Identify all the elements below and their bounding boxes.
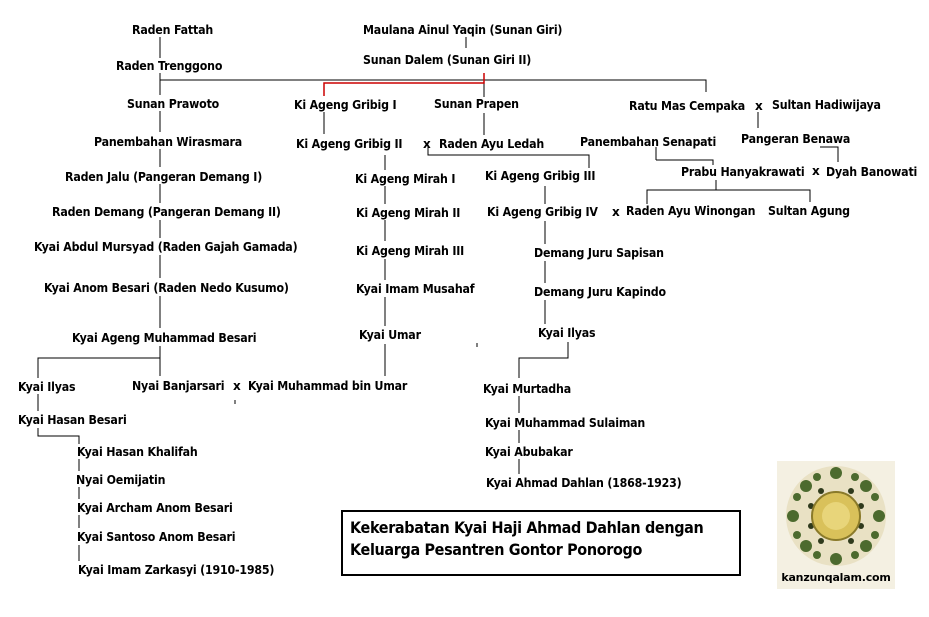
node-raden-ayu-ledah: Raden Ayu Ledah xyxy=(439,137,545,151)
node-kyai-abubakar: Kyai Abubakar xyxy=(485,445,573,459)
logo-text: kanzunqalam.com xyxy=(781,571,891,584)
node-maulana-ainul-yaqin: Maulana Ainul Yaqin (Sunan Giri) xyxy=(363,23,563,37)
caption-box xyxy=(341,510,741,576)
node-nyai-oemijatin: Nyai Oemijatin xyxy=(76,473,166,487)
node-panembahan-wirasmara: Panembahan Wirasmara xyxy=(94,135,243,149)
node-sunan-prapen: Sunan Prapen xyxy=(434,97,519,111)
node-raden-jalu: Raden Jalu (Pangeran Demang I) xyxy=(65,170,263,184)
node-demang-juru-kapindo: Demang Juru Kapindo xyxy=(534,285,666,299)
node-kyai-archam-anom-besari: Kyai Archam Anom Besari xyxy=(77,501,233,515)
node-kyai-umar: Kyai Umar xyxy=(359,328,421,342)
node-kyai-anom-besari: Kyai Anom Besari (Raden Nedo Kusumo) xyxy=(44,281,289,295)
node-kyai-murtadha: Kyai Murtadha xyxy=(483,382,571,396)
node-sultan-agung: Sultan Agung xyxy=(768,204,850,218)
node-raden-trenggono: Raden Trenggono xyxy=(116,59,223,73)
node-ki-ageng-mirah-2: Ki Ageng Mirah II xyxy=(356,206,461,220)
node-kyai-ilyas-right: Kyai Ilyas xyxy=(538,326,596,340)
node-sunan-dalem: Sunan Dalem (Sunan Giri II) xyxy=(363,53,532,67)
node-ki-ageng-gribig-2: Ki Ageng Gribig II xyxy=(296,137,403,151)
node-ratu-mas-cempaka: Ratu Mas Cempaka xyxy=(629,99,746,113)
caption-line-1: Kekerabatan Kyai Haji Ahmad Dahlan dengan xyxy=(350,518,704,537)
node-ki-ageng-gribig-4: Ki Ageng Gribig IV xyxy=(487,205,598,219)
node-kyai-imam-zarkasyi: Kyai Imam Zarkasyi (1910-1985) xyxy=(78,563,275,577)
line-ilyas-murtadha xyxy=(519,342,568,378)
node-ki-ageng-mirah-1: Ki Ageng Mirah I xyxy=(355,172,456,186)
node-sunan-prawoto: Sunan Prawoto xyxy=(127,97,220,111)
node-nyai-banjarsari: Nyai Banjarsari xyxy=(132,379,225,393)
line-to-sultan-agung xyxy=(716,190,810,202)
marriage-x-banjarsari: x xyxy=(233,379,241,393)
node-raden-ayu-winongan: Raden Ayu Winongan xyxy=(626,204,756,218)
node-kyai-santoso-anom-besari: Kyai Santoso Anom Besari xyxy=(77,530,236,544)
node-ki-ageng-gribig-1: Ki Ageng Gribig I xyxy=(294,98,397,112)
node-kyai-ahmad-dahlan: Kyai Ahmad Dahlan (1868-1923) xyxy=(486,476,682,490)
node-kyai-imam-musahaf: Kyai Imam Musahaf xyxy=(356,282,475,296)
node-kyai-hasan-besari: Kyai Hasan Besari xyxy=(18,413,127,427)
marriage-x-cempaka: x xyxy=(755,99,763,113)
node-kyai-hasan-khalifah: Kyai Hasan Khalifah xyxy=(77,445,198,459)
node-pangeran-benawa: Pangeran Benawa xyxy=(741,132,851,146)
node-panembahan-senapati: Panembahan Senapati xyxy=(580,135,717,149)
node-raden-demang: Raden Demang (Pangeran Demang II) xyxy=(52,205,281,219)
site-logo xyxy=(777,461,895,589)
node-sultan-hadiwijaya: Sultan Hadiwijaya xyxy=(772,98,881,112)
marriage-x-hanyakrawati: x xyxy=(812,164,820,178)
node-kyai-abdul-mursyad: Kyai Abdul Mursyad (Raden Gajah Gamada) xyxy=(34,240,298,254)
line-hanyakrawati-winongan xyxy=(647,180,716,204)
node-kyai-muhammad-sulaiman: Kyai Muhammad Sulaiman xyxy=(485,416,646,430)
marriage-x-gribig2: x xyxy=(423,137,431,151)
node-raden-fattah: Raden Fattah xyxy=(132,23,214,37)
marriage-x-gribig4: x xyxy=(612,205,620,219)
line-besari-children xyxy=(38,346,160,378)
highlight-line-gribig-dalem xyxy=(324,73,484,96)
node-prabu-hanyakrawati: Prabu Hanyakrawati xyxy=(681,165,805,179)
line-hasan-khalifah xyxy=(38,428,79,444)
node-dyah-banowati: Dyah Banowati xyxy=(826,165,918,179)
ornamental-medallion-icon xyxy=(781,461,891,571)
node-ki-ageng-gribig-3: Ki Ageng Gribig III xyxy=(485,169,596,183)
node-kyai-ageng-muhammad-besari: Kyai Ageng Muhammad Besari xyxy=(72,331,257,345)
node-kyai-muhammad-bin-umar: Kyai Muhammad bin Umar xyxy=(248,379,408,393)
line-benawa-banowati xyxy=(820,147,838,162)
node-kyai-ilyas-left: Kyai Ilyas xyxy=(18,380,76,394)
node-demang-juru-sapisan: Demang Juru Sapisan xyxy=(534,246,664,260)
caption-line-2: Keluarga Pesantren Gontor Ponorogo xyxy=(350,540,643,559)
node-ki-ageng-mirah-3: Ki Ageng Mirah III xyxy=(356,244,465,258)
